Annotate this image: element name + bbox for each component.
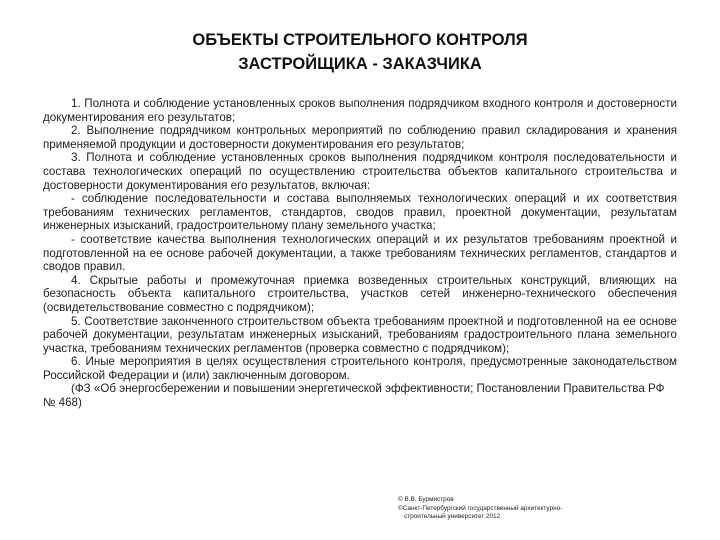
paragraph-item-1: 1. Полнота и соблюдение установленных сроков выполнения подрядчиком входного контроля и достоверности документирования его результатов; xyxy=(43,97,677,124)
paragraph-item-5: 5. Соответствие законченного строительством объекта требованиям проектной и подготовленной на ее основе рабочей документации, результатам инженерных изысканий, требованиям градостроительного плана земельного участка, требованиям технических регламентов (проверка совместно с подрядчиком); xyxy=(43,314,677,355)
legal-reference: (ФЗ «Об энергосбережении и повышении энергетической эффективности; Постановлении Правительства РФ № 468) xyxy=(43,382,665,410)
title-line-2: ЗАСТРОЙЩИКА - ЗАКАЗЧИКА xyxy=(238,55,482,73)
copyright-footer xyxy=(398,496,698,522)
copyright-author: © В.В. Бурмистров xyxy=(398,496,454,503)
copyright-university: ©Санкт-Петербургский государственный архитектурно- xyxy=(398,504,563,512)
paragraph-item-3: 3. Полнота и соблюдение установленных сроков выполнения подрядчиком контроля последовательности и состава технологических операций по осуществлению строительства объектов капитального строительства и достоверности документирования его результатов, включая: xyxy=(43,151,677,192)
body-text xyxy=(43,97,677,410)
paragraph-item-4: 4. Скрытые работы и промежуточная приемка возведенных строительных конструкций, влияющих на безопасность объекта капитального строительства, участков сетей инженерно-технического обеспечения (освидетельствование совместно с подрядчиком); xyxy=(43,273,677,314)
paragraph-item-2: 2. Выполнение подрядчиком контрольных мероприятий по соблюдению правил складирования и хранения применяемой продукции и достоверности документирования его результатов; xyxy=(43,124,677,151)
page-title xyxy=(60,28,660,76)
copyright-university-cont: строительный университет 2012 xyxy=(404,513,501,521)
title-line-1: ОБЪЕКТЫ СТРОИТЕЛЬНОГО КОНТРОЛЯ xyxy=(192,31,528,49)
paragraph-subitem-2: - соответствие качества выполнения технологических операций и их результатов требованиям проектной и подготовленной на ее основе рабочей документации, а также требованиям технических регламентов, стандартов и сводов правил. xyxy=(43,232,677,274)
paragraph-item-6: 6. Иные мероприятия в целях осуществления строительного контроля, предусмотренные законодательством Российской Федерации и (или) заключенным договором. xyxy=(43,355,677,382)
paragraph-subitem-1: - соблюдение последовательности и состава выполняемых технологических операций и их соответствия требованиям технических регламентов, стандартов, сводов правил, проектной документации, результатам инженерных изысканий, градостроительному плану земельного участка; xyxy=(43,192,677,233)
